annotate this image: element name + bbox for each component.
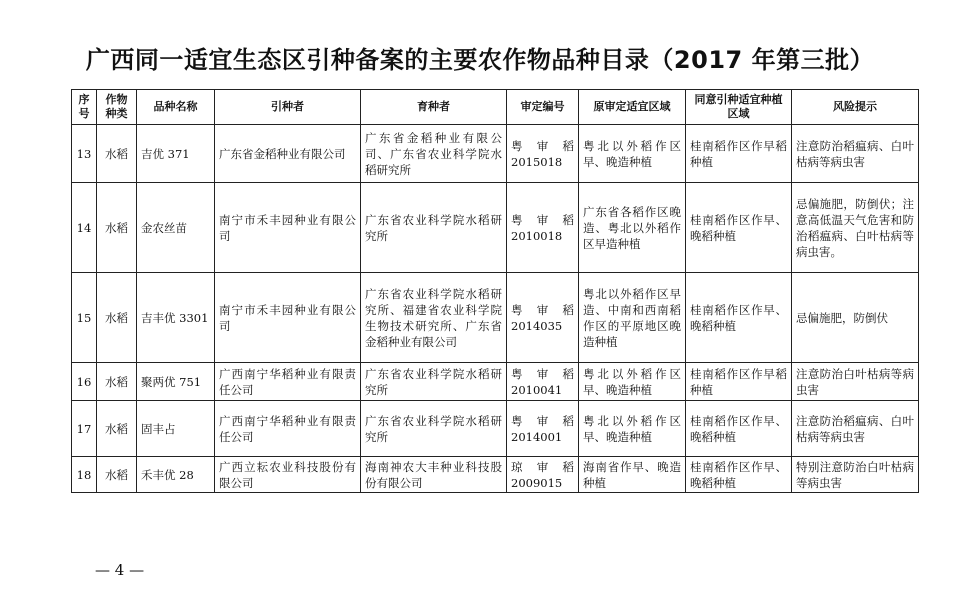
cell-no: 17: [72, 401, 97, 457]
cell-agreed-area: 桂南稻作区作早、晚稻种植: [686, 401, 792, 457]
cell-variety: 金农丝苗: [137, 183, 215, 273]
cell-agreed-area: 桂南稻作区作早稻种植: [686, 125, 792, 183]
cell-no: 18: [72, 457, 97, 493]
cell-no: 13: [72, 125, 97, 183]
cell-crop: 水稻: [97, 363, 137, 401]
cell-introducer: 广西南宁华稻种业有限责任公司: [215, 363, 361, 401]
table-row: [72, 183, 919, 273]
cell-crop: 水稻: [97, 183, 137, 273]
cell-orig-area: 粤北以外稻作区早、晚造种植: [579, 401, 686, 457]
cell-reg-no: 粤审稻2014001: [507, 401, 579, 457]
cell-reg-no: 粤审稻2010018: [507, 183, 579, 273]
cell-breeder: 广东省农业科学院水稻研究所: [361, 401, 507, 457]
variety-table: [71, 89, 919, 493]
cell-reg-no: 粤审稻2014035: [507, 273, 579, 363]
cell-risk: 忌偏施肥，防倒伏；注意高低温天气危害和防治稻瘟病、白叶枯病等病虫害。: [792, 183, 919, 273]
cell-crop: 水稻: [97, 125, 137, 183]
cell-no: 16: [72, 363, 97, 401]
cell-variety: 禾丰优 28: [137, 457, 215, 493]
cell-orig-area: 粤北以外稻作区早、晚造种植: [579, 125, 686, 183]
cell-introducer: 南宁市禾丰园种业有限公司: [215, 273, 361, 363]
header-reg-no: 审定编号: [507, 90, 579, 125]
cell-agreed-area: 桂南稻作区作早、晚稻种植: [686, 457, 792, 493]
header-agreed-area: 同意引种适宜种植区域: [686, 90, 792, 125]
cell-introducer: 广东省金稻种业有限公司: [215, 125, 361, 183]
cell-variety: 吉丰优 3301: [137, 273, 215, 363]
cell-risk: 注意防治稻瘟病、白叶枯病等病虫害: [792, 401, 919, 457]
cell-variety: 固丰占: [137, 401, 215, 457]
header-no: 序号: [72, 90, 97, 125]
header-variety: 品种名称: [137, 90, 215, 125]
cell-variety: 吉优 371: [137, 125, 215, 183]
cell-risk: 注意防治稻瘟病、白叶枯病等病虫害: [792, 125, 919, 183]
header-introducer: 引种者: [215, 90, 361, 125]
cell-agreed-area: 桂南稻作区作早、晚稻种植: [686, 183, 792, 273]
table-row: [72, 457, 919, 493]
cell-breeder: 广东省农业科学院水稻研究所、福建省农业科学院生物技术研究所、广东省金稻种业有限公司: [361, 273, 507, 363]
cell-breeder: 广东省农业科学院水稻研究所: [361, 183, 507, 273]
table-header-row: [72, 90, 919, 125]
table-row: [72, 273, 919, 363]
page-title: 广西同一适宜生态区引种备案的主要农作物品种目录（2017 年第三批）: [85, 46, 875, 74]
cell-introducer: 广西立耘农业科技股份有限公司: [215, 457, 361, 493]
cell-crop: 水稻: [97, 273, 137, 363]
cell-introducer: 南宁市禾丰园种业有限公司: [215, 183, 361, 273]
header-crop: 作物种类: [97, 90, 137, 125]
cell-variety: 聚两优 751: [137, 363, 215, 401]
cell-crop: 水稻: [97, 401, 137, 457]
cell-risk: 注意防治白叶枯病等病虫害: [792, 363, 919, 401]
cell-orig-area: 海南省作早、晚造种植: [579, 457, 686, 493]
cell-agreed-area: 桂南稻作区作早稻种植: [686, 363, 792, 401]
table-row: [72, 363, 919, 401]
table-row: [72, 401, 919, 457]
header-breeder: 育种者: [361, 90, 507, 125]
cell-orig-area: 粤北以外稻作区早、晚造种植: [579, 363, 686, 401]
cell-breeder: 广东省金稻种业有限公司、广东省农业科学院水稻研究所: [361, 125, 507, 183]
cell-risk: 忌偏施肥，防倒伏: [792, 273, 919, 363]
header-orig-area: 原审定适宜区域: [579, 90, 686, 125]
cell-agreed-area: 桂南稻作区作早、晚稻种植: [686, 273, 792, 363]
header-risk: 风险提示: [792, 90, 919, 125]
table-row: [72, 125, 919, 183]
page-number: — 4 —: [95, 561, 145, 579]
cell-no: 14: [72, 183, 97, 273]
cell-breeder: 海南神农大丰种业科技股份有限公司: [361, 457, 507, 493]
cell-orig-area: 粤北以外稻作区早造、中南和西南稻作区的平原地区晚造种植: [579, 273, 686, 363]
cell-reg-no: 粤审稻2015018: [507, 125, 579, 183]
cell-orig-area: 广东省各稻作区晚造、粤北以外稻作区早造种植: [579, 183, 686, 273]
cell-risk: 特别注意防治白叶枯病等病虫害: [792, 457, 919, 493]
cell-no: 15: [72, 273, 97, 363]
cell-introducer: 广西南宁华稻种业有限责任公司: [215, 401, 361, 457]
cell-reg-no: 琼审稻2009015: [507, 457, 579, 493]
cell-crop: 水稻: [97, 457, 137, 493]
cell-reg-no: 粤审稻2010041: [507, 363, 579, 401]
cell-breeder: 广东省农业科学院水稻研究所: [361, 363, 507, 401]
